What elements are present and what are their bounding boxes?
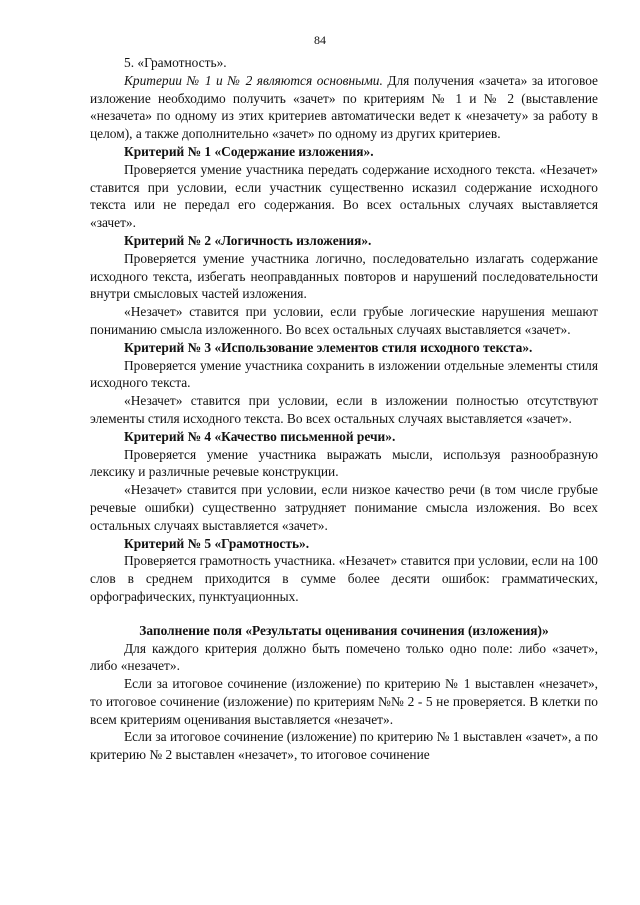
page-number: 84: [314, 33, 326, 47]
results-section-heading: Заполнение поля «Результаты оценивания сочинения (изложения)»: [139, 622, 549, 638]
criterion-1-title: Критерий № 1 «Содержание изложения».: [124, 143, 374, 159]
criterion-5-text: Проверяется грамотность участника. «Незачет» ставится при условии, если на 100 слов в среднем приходится в сумме более десяти ошибок: грамматических, орфографических, пунктуационных.: [90, 553, 598, 604]
results-paragraph-3: Если за итоговое сочинение (изложение) по критерию № 1 выставлен «зачет», а по критерию № 2 выставлен «незачет», то итоговое сочинение: [90, 729, 598, 763]
criteria-main-paragraph: [90, 72, 598, 143]
results-paragraph-1: Для каждого критерия должно быть помечено только одно поле: либо «зачет», либо «незачет».: [90, 640, 598, 674]
criterion-2-title: Критерий № 2 «Логичность изложения».: [124, 232, 372, 248]
criterion-2-text-fail: «Незачет» ставится при условии, если грубые логические нарушения мешают пониманию смысла изложенного. Во всех остальных случаях выставляется «зачет».: [90, 304, 598, 337]
criteria-main-text: Для получения «зачета» за итоговое изложение необходимо получить «зачет» по критериям № 1 и № 2 (выставление «незачета» по одному из этих критериев автоматически ведет к «незачету» за работу в целом), а также дополнительно «зачет» по одному из других критериев.: [90, 72, 598, 142]
results-paragraph-2: Если за итоговое сочинение (изложение) по критерию № 1 выставлен «незачет», то итоговое сочинение (изложение) по критериям №№ 2 - 5 не проверяется. В клетки по всем критериям оценивания выставляется «незачет».: [90, 676, 598, 727]
document-body: [90, 54, 598, 764]
criterion-5-title: Критерий № 5 «Грамотность».: [124, 535, 310, 551]
criterion-3-text: Проверяется умение участника сохранить в изложении отдельные элементы стиля исходного текста.: [90, 357, 598, 391]
criterion-4-text: Проверяется умение участника выражать мысли, используя разнообразную лексику и различные речевые конструкции.: [90, 446, 598, 480]
criterion-1-text: Проверяется умение участника передать содержание исходного текста. «Незачет» ставится при условии, если участник существенно исказил содержание исходного текста или не передал его содержания. Во всех остальных случаях выставляется «зачет».: [90, 161, 598, 231]
criterion-4-text-fail: «Незачет» ставится при условии, если низкое качество речи (в том числе грубые речевые ошибки) существенно затрудняет понимание смысла изложения. Во всех остальных случаях выставляется «зачет».: [90, 482, 598, 533]
criterion-3-title: Критерий № 3 «Использование элементов стиля исходного текста».: [124, 339, 533, 355]
criterion-2-text: Проверяется умение участника логично, последовательно излагать содержание исходного текста, избегать неоправданных повторов и нарушений последовательности внутри смысловых частей изложения.: [90, 250, 598, 302]
criterion-4-title: Критерий № 4 «Качество письменной речи».: [124, 428, 396, 444]
criteria-main-italic: Критерии № 1 и № 2 являются основными.: [124, 72, 383, 88]
criterion-3-text-fail: «Незачет» ставится при условии, если в изложении полностью отсутствуют элементы стиля исходного текста. Во всех остальных случаях выставляется «зачет».: [90, 393, 598, 426]
item-5-line: 5. «Грамотность».: [124, 55, 227, 70]
